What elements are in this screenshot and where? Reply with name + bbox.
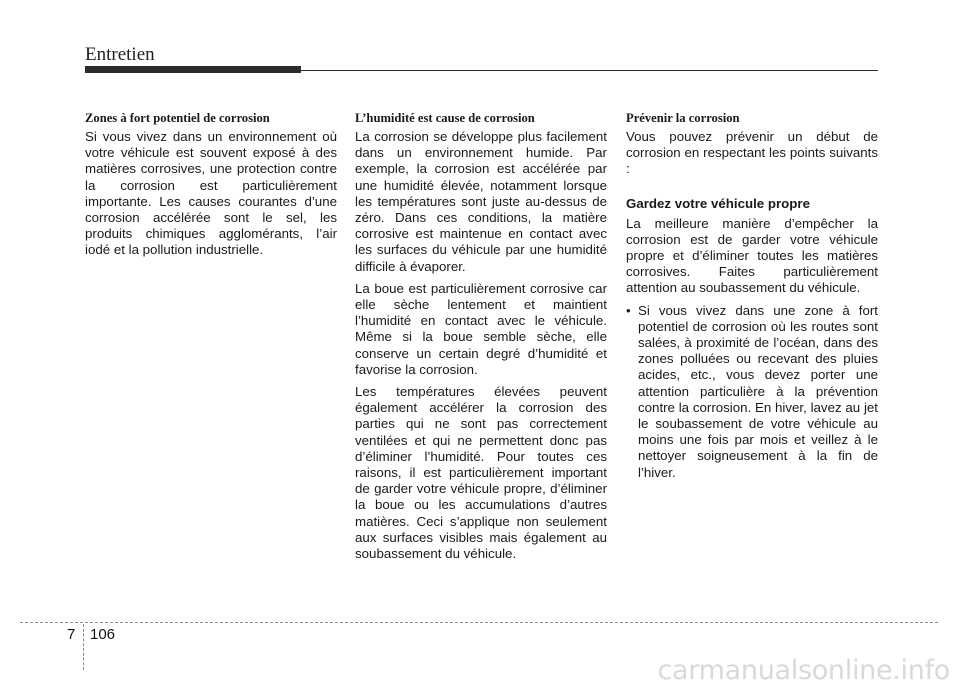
list-item-text: Si vous vivez dans une zone à fort potentiel de corrosion où les routes sont salées, à proximité de l’océan, dans des zones polluées ou recevant des pluies acides, etc., vous devez porter une attention particulière à la prévention contre la corrosion. En hiver, lavez au jet le soubassement de votre véhicule au moins une fois par mois et veillez à le nettoyer soigneusement à la fin de l’hiver. xyxy=(638,302,878,480)
list-item xyxy=(626,303,878,481)
section-heading: Zones à fort potentiel de corrosion xyxy=(85,111,270,125)
section-subheading: Gardez votre véhicule propre xyxy=(626,195,811,211)
chapter-number: 7 xyxy=(67,626,76,643)
page-title: Entretien xyxy=(85,44,155,65)
bullet-list xyxy=(626,303,878,481)
header-accent-bar xyxy=(85,66,301,73)
column-prevention xyxy=(626,111,878,481)
header-rule xyxy=(301,70,878,71)
bullet-icon: • xyxy=(626,302,631,318)
body-paragraph: La boue est particulièrement corrosive car elle sèche lentement et maintient l’humidité en contact avec le véhicule. Même si la boue semble sèche, elle conserve un certain degré d’humidité et favorise la corrosion. xyxy=(355,280,607,377)
body-paragraph: Si vous vivez dans un environnement où votre véhicule est souvent exposé à des matières corrosives, une protection contre la corrosion est particulièrement importante. Les causes courantes d’une corrosion accélérée sont le sel, les produits chimiques agglomérants, l’air iodé et la pollution industrielle. xyxy=(85,129,337,258)
footer-divider xyxy=(83,624,84,670)
column-humidity xyxy=(355,111,607,568)
section-heading: Prévenir la corrosion xyxy=(626,111,740,125)
body-paragraph: Les températures élevées peuvent également accélérer la corrosion des parties qui ne sont pas correctement ventilées et qui ne permettent donc pas d’éliminer l’humidité. Pour toutes ces raisons, il est particulièrement important de garder votre véhicule propre, d’éliminer la boue ou les accumulations d’autres matières. Ceci s’applique non seulement aux surfaces visibles mais également au soubassement du véhicule. xyxy=(355,384,607,562)
body-paragraph: Vous pouvez prévenir un début de corrosion en respectant les points suivants : xyxy=(626,129,878,177)
body-paragraph: La meilleure manière d’empêcher la corrosion est de garder votre véhicule propre et d’éliminer toutes les matières corrosives. Faites particulièrement attention au soubassement du véhicule. xyxy=(626,215,878,296)
column-corrosion-zones xyxy=(85,111,337,265)
page-number: 106 xyxy=(90,626,116,643)
watermark-text: carmanualsonline.info xyxy=(657,655,950,686)
footer-dashed-rule xyxy=(20,622,938,623)
body-paragraph: La corrosion se développe plus facilement dans un environnement humide. Par exemple, la corrosion est accélérée par une humidité élevée, notamment lorsque les températures sont juste au-dessus de zéro. Dans ces conditions, la matière corrosive est maintenue en contact avec les surfaces du véhicule par une humidité difficile à évaporer. xyxy=(355,129,607,274)
section-heading: L’humidité est cause de corrosion xyxy=(355,111,535,125)
